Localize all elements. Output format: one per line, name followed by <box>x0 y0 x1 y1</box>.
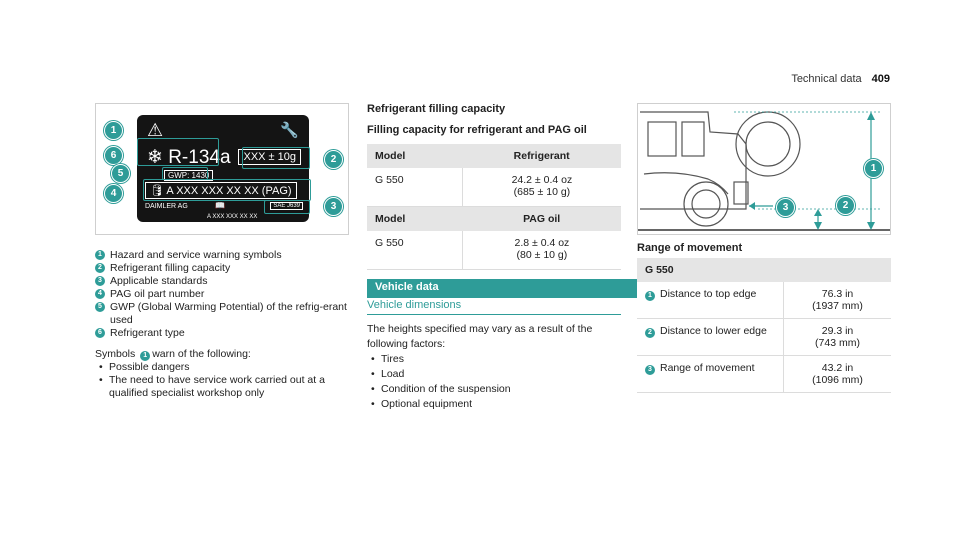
highlight-standard <box>264 200 310 214</box>
legend-item <box>95 262 350 275</box>
bullet-item: • Possible dangers <box>99 361 190 373</box>
vehicle-figure <box>637 103 891 235</box>
value-metric: (1096 mm) <box>812 374 863 386</box>
callout-2: 2 <box>324 150 343 169</box>
table-cell: G 550 <box>367 168 462 207</box>
row-number: 1 <box>645 291 655 301</box>
value-imperial: 2.8 ± 0.4 oz <box>514 237 570 249</box>
table-row <box>637 356 891 393</box>
gwp-value: GWP: 1430 <box>164 170 213 181</box>
table-header: G 550 <box>637 258 891 282</box>
value-metric: (743 mm) <box>815 337 860 349</box>
legend-number: 2 <box>95 263 105 273</box>
vehicle-drawing <box>638 104 890 234</box>
table-cell <box>784 356 892 393</box>
wrench-icon: 🔧 <box>280 122 299 139</box>
symbols-number: 1 <box>140 351 150 361</box>
legend-number: 3 <box>95 276 105 286</box>
legend-item <box>95 288 350 301</box>
table-cell <box>637 356 784 393</box>
part-number: A XXX XXX XX XX <box>207 214 258 220</box>
callout-3: 3 <box>776 198 795 217</box>
subsection-heading: Vehicle dimensions <box>367 299 621 315</box>
highlight-amount <box>242 147 310 169</box>
table-row <box>637 282 891 319</box>
table-cell <box>637 282 784 319</box>
legend-text: Applicable standards <box>110 275 208 287</box>
table-cell <box>784 282 892 319</box>
callout-1: 1 <box>864 159 883 178</box>
refrigerant-name: R-134a <box>168 147 231 168</box>
table-cell <box>462 231 621 270</box>
row-label: Distance to top edge <box>660 288 757 300</box>
intro-text: The heights specified may vary as a result of the following factors: <box>367 323 593 350</box>
legend-text: PAG oil part number <box>110 288 205 300</box>
snowflake-icon: ❄ <box>147 147 163 168</box>
value-metric: (80 ± 10 g) <box>516 249 568 261</box>
bullet-item: • The need to have service work carried out at a qualified specialist workshop only <box>95 374 350 400</box>
section-title: Technical data <box>791 73 862 85</box>
table-header: Model <box>367 144 462 168</box>
bullet-text: Tires <box>381 353 404 365</box>
highlight-refrigerant <box>137 138 219 166</box>
value-metric: (685 ± 10 g) <box>513 186 571 198</box>
callout-1: 1 <box>104 121 123 140</box>
legend-text: Hazard and service warning symbols <box>110 249 282 261</box>
table-cell <box>784 319 892 356</box>
legend-item <box>95 301 350 327</box>
standard: SAE J639 <box>270 202 303 210</box>
filling-heading: Refrigerant filling capacity <box>367 103 506 115</box>
section-bar: Vehicle data <box>367 279 637 298</box>
value-imperial: 76.3 in <box>821 288 854 300</box>
bullet-item: • Condition of the suspension <box>371 383 511 395</box>
value-metric: (1937 mm) <box>812 300 863 312</box>
symbols-paragraph <box>95 348 350 361</box>
legend-number: 5 <box>95 302 105 312</box>
range-table-wrapper <box>637 258 891 393</box>
legend-item <box>95 327 350 340</box>
callout-2: 2 <box>836 196 855 215</box>
callout-5: 5 <box>111 164 130 183</box>
bullet-text: Load <box>381 368 405 380</box>
legend-number: 6 <box>95 328 105 338</box>
range-heading: Range of movement <box>637 242 743 254</box>
range-table <box>637 258 891 393</box>
pag-text: A XXX XXX XX XX (PAG) <box>166 185 292 197</box>
warning-triangle-icon: ⚠ <box>147 120 164 140</box>
legend-list <box>95 249 350 400</box>
legend-item <box>95 275 350 288</box>
filling-subheading: Filling capacity for refrigerant and PAG oil <box>367 124 587 136</box>
refrigerant-table <box>367 144 621 270</box>
legend-item <box>95 249 350 262</box>
refrigerant-amount: XXX ± 10g <box>238 149 301 165</box>
row-number: 2 <box>645 328 655 338</box>
symbols-prefix: Symbols <box>95 348 136 360</box>
table-row <box>367 168 621 207</box>
callout-6: 6 <box>104 146 123 165</box>
value-imperial: 29.3 in <box>821 325 854 337</box>
legend-text: GWP (Global Warming Potential) of the refrig-erant used <box>110 301 347 326</box>
table-cell <box>637 319 784 356</box>
table-row <box>637 319 891 356</box>
refrigerant-label-figure <box>95 103 349 235</box>
bullet-text: Condition of the suspension <box>381 383 511 395</box>
row-label: Range of movement <box>660 362 755 374</box>
callout-4: 4 <box>104 184 123 203</box>
symbols-suffix: warn of the following: <box>152 348 251 360</box>
bullet-item: • Load <box>371 368 405 380</box>
value-imperial: 43.2 in <box>821 362 854 374</box>
vehicle-dimensions-text <box>367 322 621 412</box>
manual-icon: 📖 <box>215 201 225 210</box>
filling-section <box>367 103 621 270</box>
legend-text: Refrigerant type <box>110 327 185 339</box>
legend-number: 4 <box>95 289 105 299</box>
table-header: PAG oil <box>462 207 621 232</box>
table-row <box>367 231 621 270</box>
table-cell: G 550 <box>367 231 462 270</box>
legend-text: Refrigerant filling capacity <box>110 262 231 274</box>
bullet-text: Possible dangers <box>109 361 190 373</box>
row-label: Distance to lower edge <box>660 325 767 337</box>
callout-3: 3 <box>324 197 343 216</box>
value-imperial: 24.2 ± 0.4 oz <box>511 174 573 186</box>
table-cell <box>462 168 621 207</box>
highlight-pag <box>143 179 311 201</box>
manufacturer: DAIMLER AG <box>145 203 188 210</box>
oil-can-icon: 🛢 <box>150 185 164 197</box>
bullet-item: • Tires <box>371 353 404 365</box>
bullet-item: • Optional equipment <box>371 398 473 410</box>
page-header <box>791 73 890 85</box>
bullet-text: Optional equipment <box>381 398 473 410</box>
legend-number: 1 <box>95 250 105 260</box>
table-header: Refrigerant <box>462 144 621 168</box>
row-number: 3 <box>645 365 655 375</box>
table-header: Model <box>367 207 462 232</box>
bullet-text: The need to have service work carried out at a qualified specialist workshop only <box>109 374 325 399</box>
page-number: 409 <box>871 73 890 85</box>
